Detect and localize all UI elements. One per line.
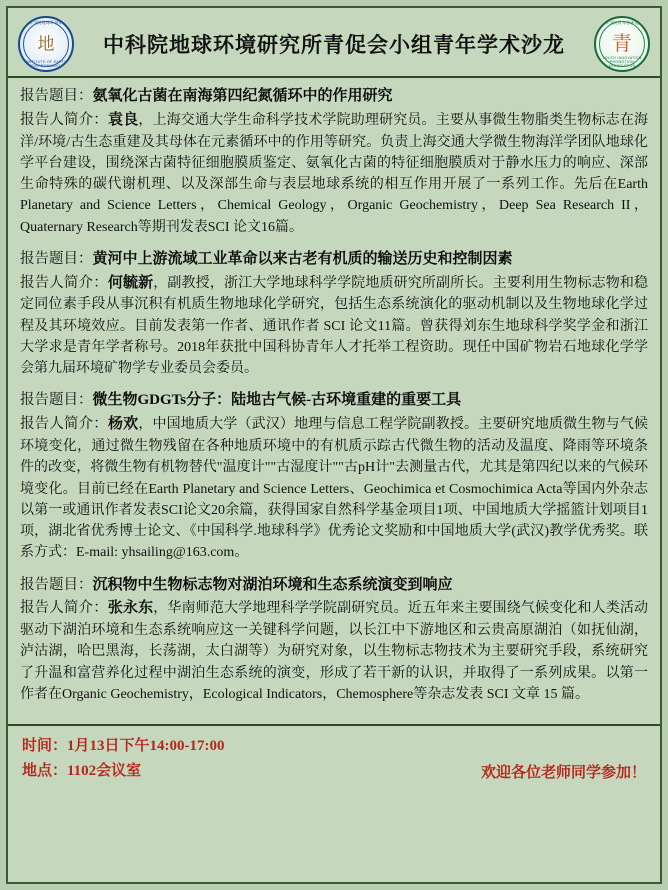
speaker-bio: ，副教授，浙江大学地球科学学院地质研究所副所长。主要利用生物标志物和稳定同位素手段从事沉积有机质生物地球化学研究，包括生态系统演化的驱动机制以及生物地球化学过程及其环境效应。目前发表第一作者、通讯作者 SCI 论文11篇。曾获得刘东生地球科学奖学金和浙江大学求是青年学者称号。2018年获批中国科协青年人才托举工程资助。现任中国矿物岩石地球化学学会第九届环境矿物学专业委员会委员。 — [20, 275, 648, 377]
speaker-name: 何毓新 — [107, 274, 154, 291]
speaker-intro-label: 报告人简介： — [20, 600, 108, 617]
speaker-bio: ，华南师范大学地理科学学院副研究员。近五年来主要围绕气候变化和人类活动驱动下湖泊环境和生态系统响应这一关键科学问题，以长江中下游地区和云贵高原湖泊（如抚仙湖，泸沽湖，哈巴黑海，长荡湖，太白湖等）为研究对象，以生物标志物技术为主要研究手段，系统研究了升温和富营养化过程中湖泊生态系统的演变，形成了若干新的认识，并取得了一系列成果。以第一作者在Organic Geochemistry，Ecological Indicators，Chemosphere等杂志发表 SCI 文章 15 篇。 — [20, 601, 648, 702]
talk-entry — [20, 575, 648, 706]
event-time: 时间：1月13日下午14:00-17:00 — [22, 738, 225, 755]
speaker-intro-line — [20, 413, 648, 563]
speaker-name: 张永东 — [107, 600, 154, 617]
youth-promotion-association-logo — [594, 16, 650, 72]
talk-title-line — [20, 249, 648, 271]
talk-title-label: 报告题目： — [20, 392, 93, 409]
logo-top-text: 中国科学院地球环境研究所 — [20, 20, 72, 25]
logo-bottom-text: YOUTH INNOVATION PROMOTION ASSOCIATION — [602, 56, 642, 68]
institute-of-earth-environment-logo — [18, 16, 74, 72]
speaker-bio: ，中国地质大学（武汉）地理与信息工程学院副教授。主要研究地质微生物与气候环境变化，通过微生物残留在各种地质环境中的有机质示踪古代微生物的活动及温度、降雨等环境条件的改变，将微生物有机物替代"温度计""古湿度计""古pH计"去测量古代，尤其是第四纪以来的气候环境变化。目前已经在Earth Planetary and Science Letters、Geochimica et Cosmochimica Acta等国内外杂志以第一或通讯作者发表SCI论文20余篇，获得国家自然科学基金项目1项、中国地质大学摇篮计划项目1项，湖北省优秀博士论文、《中国科学.地球科学》优秀论文奖励和中国地质大学(武汉)教学优秀奖。联系方式：E-mail: yhsailing@163.com。 — [20, 417, 648, 561]
speaker-intro-line — [20, 597, 648, 705]
talk-title: 氨氧化古菌在南海第四纪氮循环中的作用研究 — [92, 88, 393, 104]
talk-title-line — [20, 86, 648, 108]
page-title: 中科院地球环境研究所青促会小组青年学术沙龙 — [103, 33, 565, 57]
talk-title: 沉积物中生物标志物对湖泊环境和生态系统演变到响应 — [92, 576, 453, 593]
event-location: 地点：1102会议室 — [22, 762, 142, 779]
talk-title: 微生物GDGTs分子：陆地古气候-古环境重建的重要工具 — [92, 392, 462, 409]
talk-entry — [20, 86, 648, 238]
speaker-intro-label: 报告人简介： — [20, 111, 108, 128]
poster-footer — [8, 724, 660, 790]
speaker-intro-label: 报告人简介： — [20, 416, 108, 433]
poster-frame — [6, 6, 662, 884]
speaker-name: 袁良 — [107, 111, 139, 128]
speaker-intro-line — [20, 109, 648, 238]
logo-bottom-text: INSTITUTE OF EARTH ENVIRONMENT — [24, 60, 68, 68]
poster-header — [8, 8, 660, 78]
talk-entry — [20, 249, 648, 380]
speaker-name: 杨欢 — [107, 416, 139, 433]
event-details — [22, 734, 225, 784]
speaker-intro-line — [20, 272, 648, 380]
talk-title-label: 报告题目： — [20, 250, 93, 267]
talk-title: 黄河中上游流域工业革命以来古老有机质的输送历史和控制因素 — [92, 250, 513, 267]
speaker-intro-label: 报告人简介： — [20, 274, 108, 291]
talks-list — [8, 78, 660, 720]
logo-glyph: 青 — [612, 33, 632, 55]
talk-title-line — [20, 390, 648, 412]
logo-glyph: 地 — [37, 34, 55, 54]
talk-title-label: 报告题目： — [20, 576, 93, 593]
talk-title-label: 报告题目： — [20, 88, 93, 104]
talk-entry — [20, 390, 648, 563]
logo-top-text: 中国科学院青年创新促进会 — [596, 20, 648, 25]
speaker-bio: ，上海交通大学生命科学技术学院助理研究员。主要从事微生物脂类生物标志在海洋/环境/古生态重建及其母体在元素循环中的作用等研究。负责上海交通大学微生物海洋学团队地球化学平台建设，围绕深古菌特征细胞膜质鉴定、氨氧化古菌的特征细胞膜质对于静水压力的响应、深部生命特殊的碳代谢机理、以及深部生命与表层地球系统的相互作用开展了一系列工作。先后在Earth Planetary and Science Letters，Chemical Geology，Organic Geochemistry，Deep Sea Research II，Quaternary Research等期刊发表SCI 论文16篇。 — [20, 112, 648, 235]
welcome-note: 欢迎各位老师同学参加！ — [480, 764, 646, 781]
talk-title-line — [20, 575, 648, 597]
